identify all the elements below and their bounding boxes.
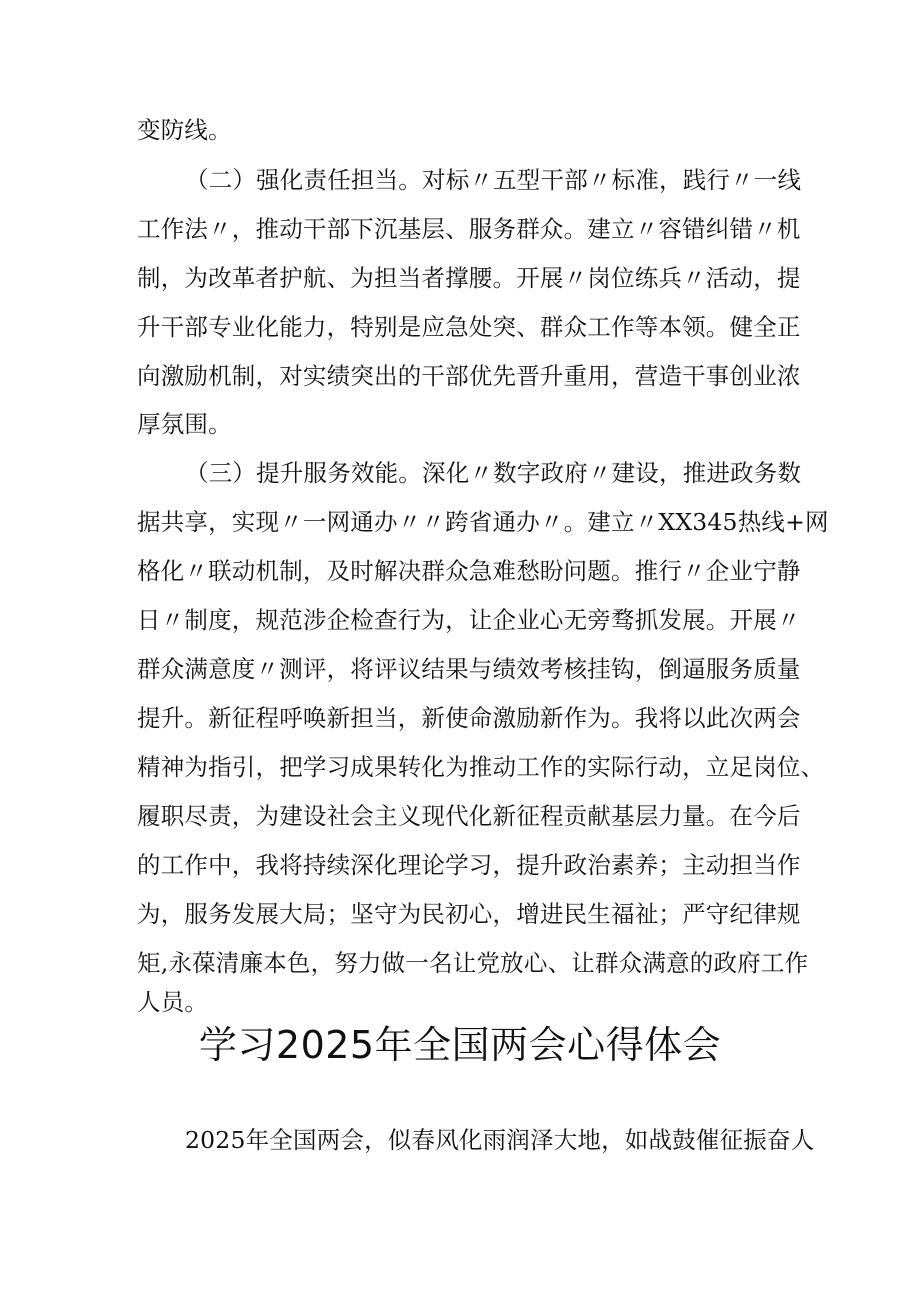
text-line: 工作法〃，推动干部下沉基层、服务群众。建立〃容错纠错〃机 bbox=[137, 215, 801, 243]
text-line: 格化〃联动机制，及时解决群众急难愁盼问题。推行〃企业宁静 bbox=[137, 557, 801, 585]
text-line: 向激励机制，对实绩突出的干部优先晋升重用，营造干事创业浓 bbox=[137, 362, 801, 390]
text-line: 群众满意度〃测评，将评议结果与绩效考核挂钩，倒逼服务质量 bbox=[137, 655, 801, 683]
text-line: 日〃制度，规范涉企检查行为，让企业心无旁骛抓发展。开展〃 bbox=[137, 606, 801, 634]
section-heading-line: （二）强化责任担当。对标〃五型干部〃标准，践行〃一线 bbox=[185, 166, 802, 194]
text-line: 的工作中，我将持续深化理论学习，提升政治素养；主动担当作 bbox=[137, 851, 801, 879]
section-heading-line: （三）提升服务效能。深化〃数字政府〃建设，推进政务数 bbox=[185, 459, 802, 487]
text-line: 人员。 bbox=[137, 988, 209, 1016]
document-title: 学习2025年全国两会心得体会 bbox=[198, 1023, 722, 1067]
text-line: 为，服务发展大局；坚守为民初心，增进民生福祉；严守纪律规 bbox=[137, 900, 801, 928]
text-line: 制，为改革者护航、为担当者撑腰。开展〃岗位练兵〃活动，提 bbox=[137, 264, 801, 292]
text-line: 升干部专业化能力，特别是应急处突、群众工作等本领。健全正 bbox=[137, 313, 801, 341]
text-line: 厚氛围。 bbox=[137, 410, 232, 438]
text-line: 据共享，实现〃一网通办〃〃跨省通办〃。建立〃XX345热线+网 bbox=[137, 508, 829, 536]
text-line: 履职尽责，为建设社会主义现代化新征程贡献基层力量。在今后 bbox=[137, 802, 801, 830]
text-line: 变防线。 bbox=[137, 116, 232, 144]
text-line: 矩,永葆清廉本色，努力做一名让党放心、让群众满意的政府工作 bbox=[137, 949, 809, 977]
intro-line: 2025年全国两会，似春风化雨润泽大地，如战鼓催征振奋人 bbox=[185, 1126, 815, 1154]
text-line: 提升。新征程呼唤新担当，新使命激励新作为。我将以此次两会 bbox=[137, 704, 801, 732]
text-line: 精神为指引，把学习成果转化为推动工作的实际行动，立足岗位、 bbox=[137, 753, 825, 781]
